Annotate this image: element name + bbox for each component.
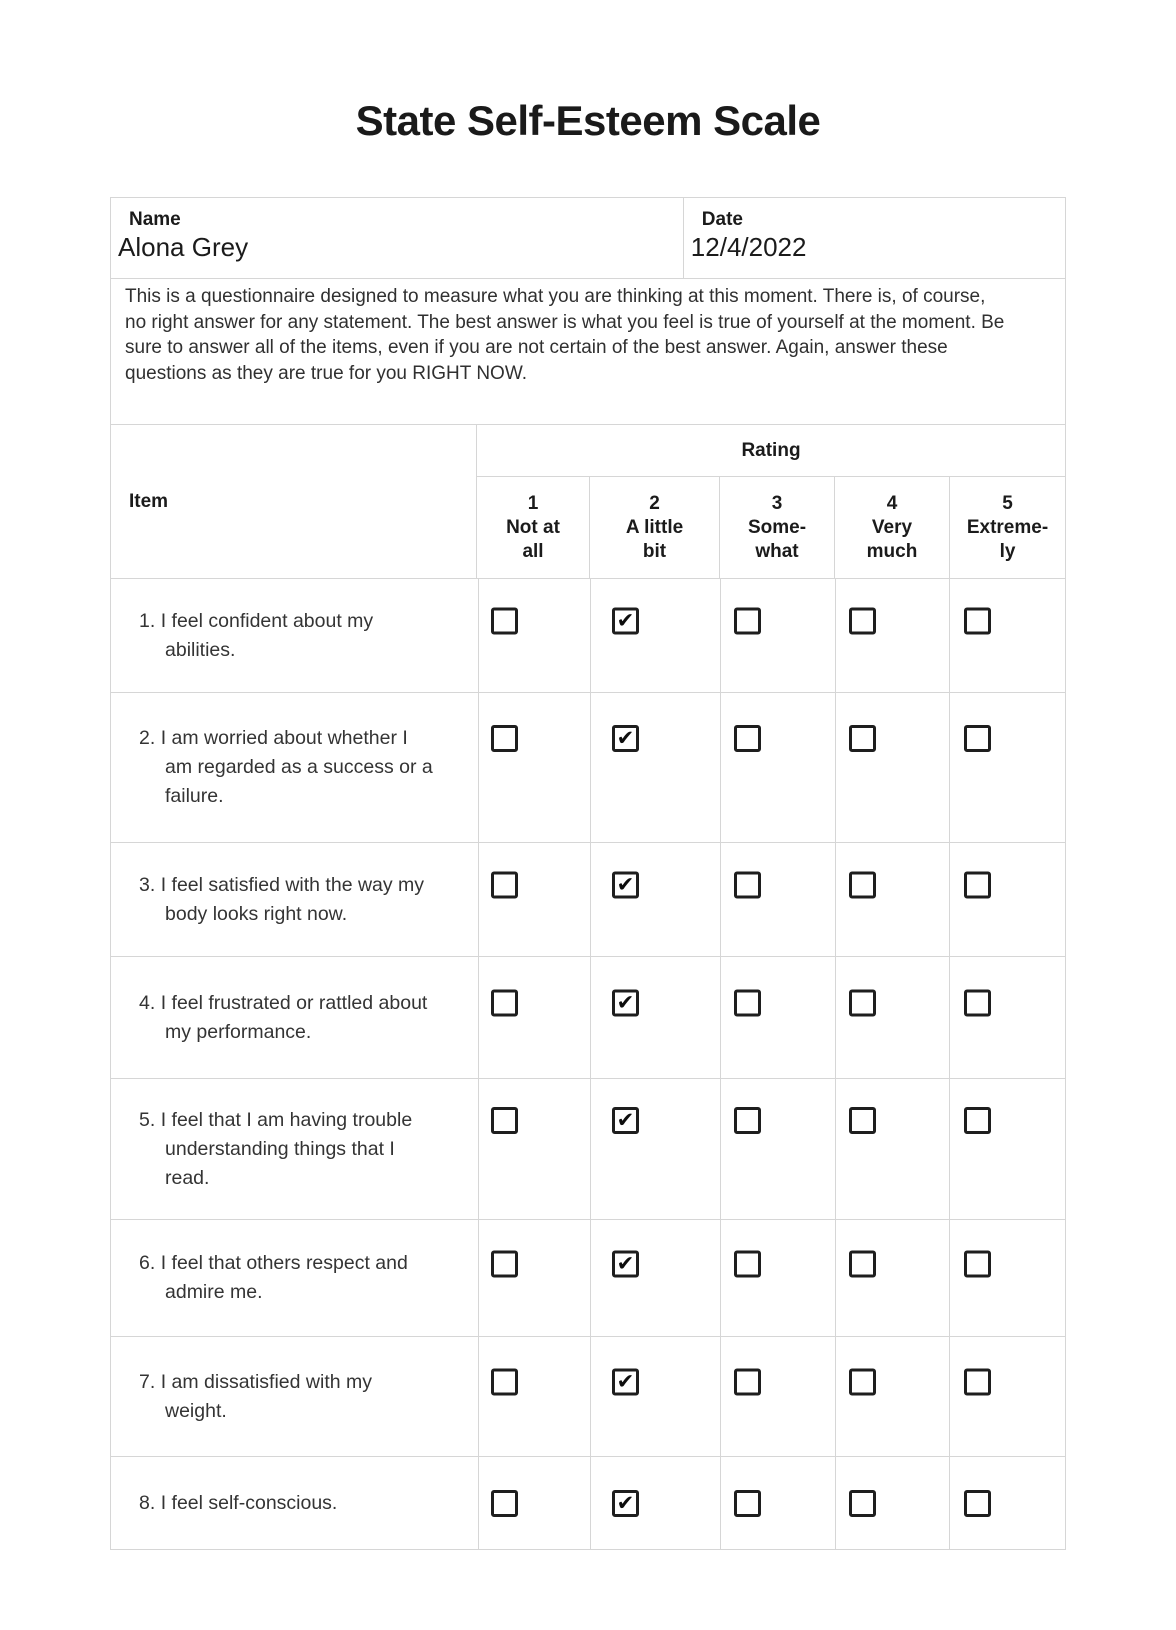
checkbox[interactable] <box>849 608 876 635</box>
item-statement: 5. I feel that I am having trouble understanding things that I read. <box>139 1108 413 1189</box>
item-statement: 7. I am dissatisfied with my weight. <box>139 1370 372 1422</box>
checkbox[interactable] <box>734 990 761 1017</box>
table-row <box>111 692 1065 842</box>
page-title: State Self-Esteem Scale <box>355 97 821 144</box>
checkbox[interactable] <box>964 1107 991 1134</box>
checkbox[interactable] <box>491 608 518 635</box>
name-date-row <box>111 198 1065 278</box>
checkbox[interactable]: ✔ <box>612 1107 639 1134</box>
item-statement: 2. I am worried about whether I am regarded as a success or a failure. <box>139 727 433 807</box>
instructions-text: This is a questionnaire designed to measure what you are thinking at this moment. There is, of course, no right answer for any statement. The best answer is what you feel is true of yourself at the moment. Be sure to answer all of the items, even if you are not certain of the best answer. Again, answer these questions as they are true for you RIGHT NOW. <box>111 278 1065 424</box>
table-row <box>111 842 1065 956</box>
item-header: Item <box>129 490 169 512</box>
checkbox[interactable]: ✔ <box>612 608 639 635</box>
checkbox[interactable] <box>491 990 518 1017</box>
checkbox[interactable]: ✔ <box>612 1490 639 1517</box>
name-value[interactable]: Alona Grey <box>118 232 249 262</box>
column-header-2: 2 A little bit <box>589 477 719 578</box>
table-row <box>111 1456 1065 1549</box>
checkbox[interactable] <box>964 1250 991 1277</box>
table-row <box>111 1078 1065 1219</box>
checkbox[interactable] <box>964 608 991 635</box>
checkbox[interactable] <box>849 1107 876 1134</box>
checkbox[interactable] <box>491 1490 518 1517</box>
checkbox[interactable] <box>849 1369 876 1396</box>
checkbox[interactable] <box>491 1107 518 1134</box>
column-header-4: 4 Very much <box>834 477 949 578</box>
table-row <box>111 1219 1065 1336</box>
item-statement: 6. I feel that others respect and admire me. <box>139 1252 408 1303</box>
table-header <box>111 424 1065 578</box>
column-header-5: 5 Extreme- ly <box>949 477 1065 578</box>
checkbox[interactable]: ✔ <box>612 1250 639 1277</box>
checkbox[interactable] <box>734 1490 761 1517</box>
checkbox[interactable] <box>964 725 991 752</box>
checkbox[interactable] <box>491 1369 518 1396</box>
column-header-3: 3 Some- what <box>719 477 834 578</box>
table-row <box>111 956 1065 1078</box>
checkbox[interactable] <box>491 725 518 752</box>
checkbox[interactable] <box>964 872 991 899</box>
checkbox[interactable] <box>849 990 876 1017</box>
table-row <box>111 1336 1065 1456</box>
checkbox[interactable] <box>734 608 761 635</box>
date-value[interactable]: 12/4/2022 <box>690 232 807 262</box>
item-statement: 3. I feel satisfied with the way my body looks right now. <box>139 873 425 925</box>
checkbox[interactable] <box>964 990 991 1017</box>
checkbox[interactable] <box>491 872 518 899</box>
checkbox[interactable] <box>491 1250 518 1277</box>
checkbox[interactable] <box>849 872 876 899</box>
checkbox[interactable]: ✔ <box>612 990 639 1017</box>
date-field <box>683 198 1065 278</box>
checkbox[interactable] <box>964 1490 991 1517</box>
checkbox[interactable] <box>849 725 876 752</box>
name-field <box>111 198 683 278</box>
checkbox[interactable]: ✔ <box>612 725 639 752</box>
table-row <box>111 578 1065 692</box>
item-statement: 4. I feel frustrated or rattled about my performance. <box>139 991 428 1043</box>
checkbox[interactable] <box>734 725 761 752</box>
item-statement: 1. I feel confident about my abilities. <box>139 609 374 661</box>
column-header-1: 1 Not at all <box>506 492 560 562</box>
name-label: Name <box>129 209 181 230</box>
rating-header-area <box>476 425 1065 578</box>
checkbox[interactable] <box>964 1369 991 1396</box>
checkbox[interactable] <box>849 1250 876 1277</box>
checkbox[interactable] <box>849 1490 876 1517</box>
date-label: Date <box>701 209 743 230</box>
checkbox[interactable]: ✔ <box>612 1369 639 1396</box>
checkbox[interactable]: ✔ <box>612 872 639 899</box>
checkbox[interactable] <box>734 1107 761 1134</box>
item-statement: 8. I feel self-conscious. <box>139 1491 338 1514</box>
checkbox[interactable] <box>734 1369 761 1396</box>
checkbox[interactable] <box>734 872 761 899</box>
rating-header: Rating <box>477 425 1065 477</box>
questionnaire-form <box>110 197 1066 1550</box>
checkbox[interactable] <box>734 1250 761 1277</box>
